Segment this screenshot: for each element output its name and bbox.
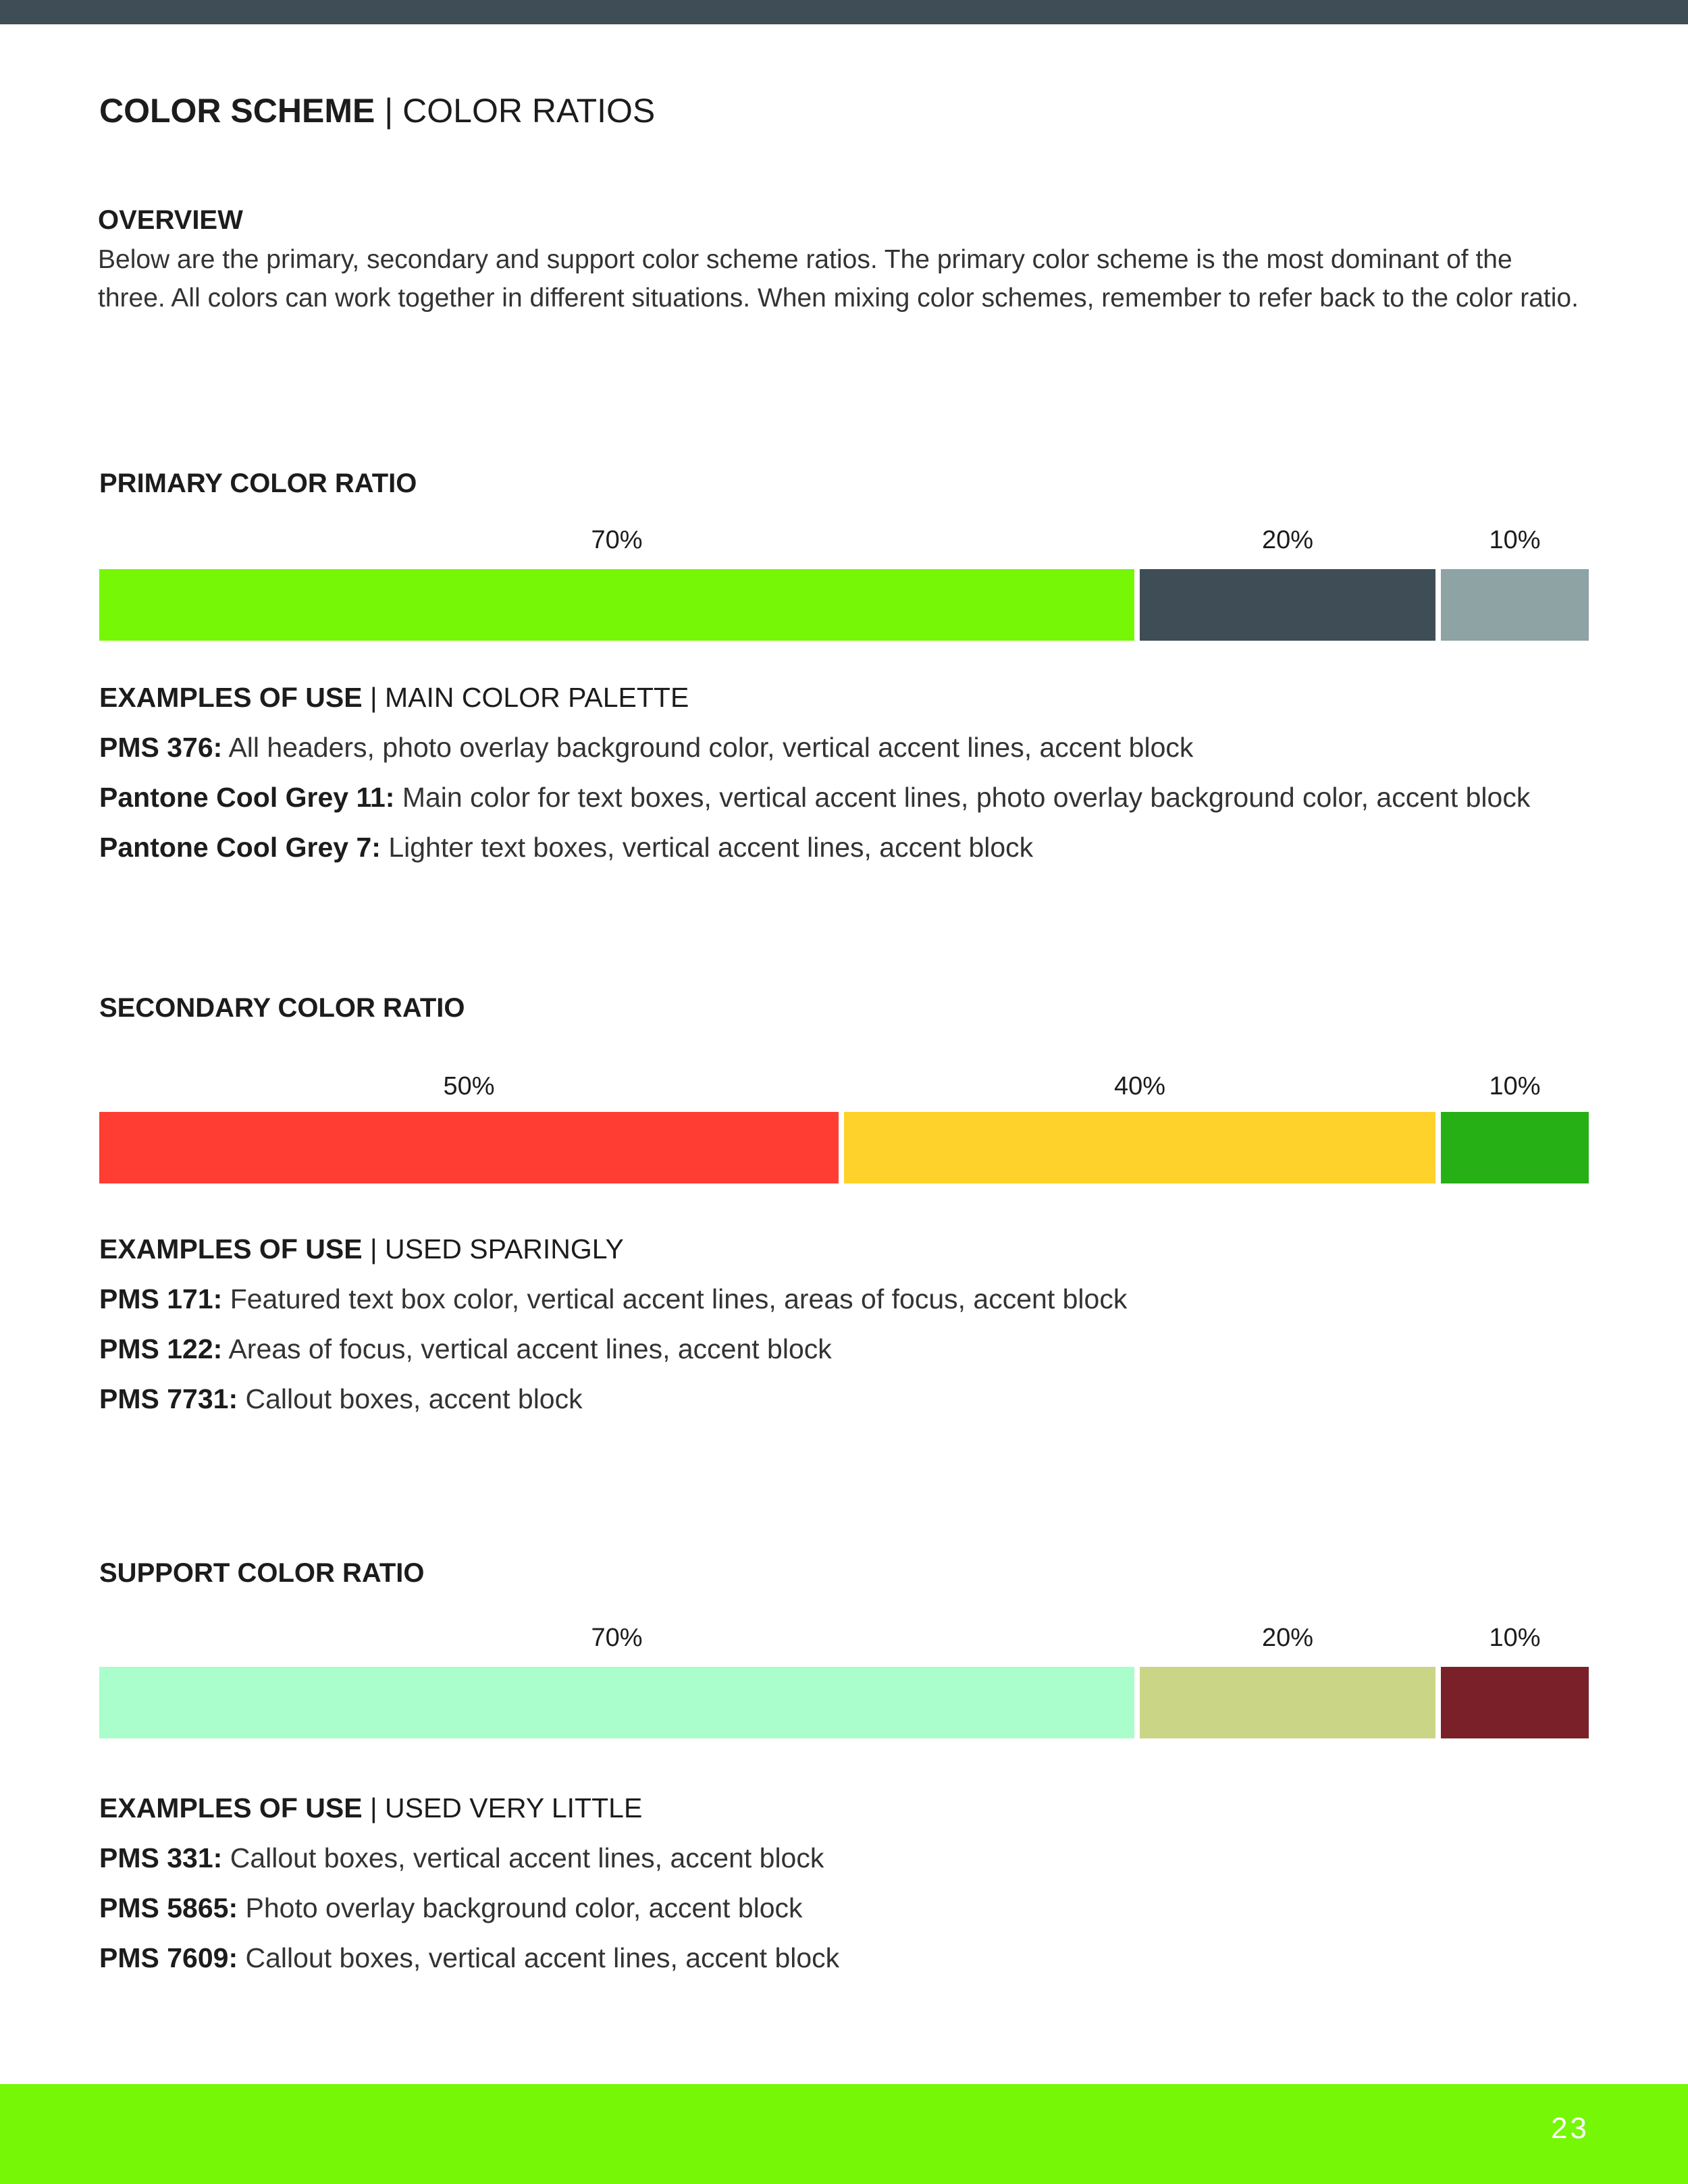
bottom-accent-bar — [0, 2084, 1688, 2184]
examples-heading-bold: EXAMPLES OF USE — [99, 1792, 363, 1823]
secondary-example-row — [99, 1374, 1127, 1424]
support-example-row — [99, 1833, 839, 1883]
primary-percent-main: 70% — [591, 526, 643, 554]
example-color-name: Pantone Cool Grey 11: — [99, 782, 395, 813]
example-color-name: PMS 171: — [99, 1283, 223, 1314]
support-ratio-title: SUPPORT COLOR RATIO — [99, 1558, 425, 1588]
primary-ratio-title: PRIMARY COLOR RATIO — [99, 469, 417, 498]
example-color-use: Lighter text boxes, vertical accent lines, accent block — [380, 832, 1034, 863]
primary-segment-secondary — [1140, 569, 1435, 641]
page-title — [99, 89, 655, 132]
examples-heading-bold: EXAMPLES OF USE — [99, 1233, 363, 1264]
example-color-name: PMS 376: — [99, 732, 223, 763]
example-color-use: Main color for text boxes, vertical accent lines, photo overlay background color, accent block — [394, 782, 1531, 813]
top-accent-bar — [0, 0, 1688, 24]
secondary-ratio-title: SECONDARY COLOR RATIO — [99, 993, 465, 1023]
secondary-segment-main — [99, 1112, 839, 1183]
example-color-use: Photo overlay background color, accent block — [238, 1892, 803, 1923]
secondary-percent-minor: 10% — [1489, 1072, 1541, 1100]
support-percent-main: 70% — [591, 1624, 643, 1652]
secondary-examples-heading — [99, 1224, 1127, 1274]
example-color-name: PMS 7731: — [99, 1383, 238, 1414]
example-color-use: Callout boxes, vertical accent lines, accent block — [238, 1942, 840, 1973]
example-color-name: PMS 5865: — [99, 1892, 238, 1923]
examples-heading-separator: | — [362, 682, 385, 713]
primary-segment-main — [99, 569, 1134, 641]
primary-percent-minor: 10% — [1489, 526, 1541, 554]
secondary-examples — [99, 1224, 1127, 1424]
support-percent-secondary: 20% — [1261, 1624, 1314, 1652]
page-title-light: COLOR RATIOS — [402, 92, 656, 130]
overview-title: OVERVIEW — [98, 205, 243, 235]
examples-heading-separator: | — [362, 1233, 385, 1264]
secondary-percent-secondary: 40% — [1113, 1072, 1166, 1100]
overview-body: Below are the primary, secondary and support color scheme ratios. The primary color scheme is the most dominant of the three. All colors can work together in different situations. When mixing color schemes, remember to refer back to the color ratio. — [98, 245, 1579, 313]
secondary-segment-minor — [1441, 1112, 1589, 1183]
support-percent-minor: 10% — [1489, 1624, 1541, 1652]
page-title-bold: COLOR SCHEME — [99, 92, 375, 130]
secondary-segment-secondary — [844, 1112, 1435, 1183]
page-number: 23 — [1551, 2112, 1589, 2145]
support-examples-heading — [99, 1783, 839, 1833]
example-color-use: Callout boxes, vertical accent lines, accent block — [222, 1842, 824, 1873]
example-color-use: Callout boxes, accent block — [238, 1383, 583, 1414]
primary-segment-minor — [1441, 569, 1589, 641]
support-examples — [99, 1783, 839, 1983]
example-color-use: Featured text box color, vertical accent lines, areas of focus, accent block — [222, 1283, 1128, 1314]
examples-heading-light: USED VERY LITTLE — [385, 1792, 643, 1823]
primary-percent-secondary: 20% — [1261, 526, 1314, 554]
support-segment-main — [99, 1667, 1134, 1738]
support-example-row — [99, 1883, 839, 1933]
support-segment-minor — [1441, 1667, 1589, 1738]
support-example-row — [99, 1933, 839, 1983]
primary-examples — [99, 672, 1530, 872]
examples-heading-light: MAIN COLOR PALETTE — [385, 682, 689, 713]
example-color-name: Pantone Cool Grey 7: — [99, 832, 381, 863]
primary-examples-heading — [99, 672, 1530, 722]
examples-heading-bold: EXAMPLES OF USE — [99, 682, 363, 713]
secondary-percent-main: 50% — [443, 1072, 495, 1100]
example-color-name: PMS 331: — [99, 1842, 223, 1873]
examples-heading-light: USED SPARINGLY — [385, 1233, 624, 1264]
example-color-use: All headers, photo overlay background color, vertical accent lines, accent block — [222, 732, 1194, 763]
secondary-example-row — [99, 1324, 1127, 1374]
example-color-name: PMS 122: — [99, 1333, 223, 1364]
example-color-use: Areas of focus, vertical accent lines, accent block — [222, 1333, 832, 1364]
primary-example-row — [99, 722, 1530, 772]
example-color-name: PMS 7609: — [99, 1942, 238, 1973]
examples-heading-separator: | — [362, 1792, 385, 1823]
page-title-separator: | — [375, 92, 403, 130]
support-ratio-bar — [99, 1624, 1589, 1738]
primary-example-row — [99, 772, 1530, 822]
secondary-example-row — [99, 1274, 1127, 1324]
secondary-ratio-bar — [99, 1072, 1589, 1183]
support-segment-secondary — [1140, 1667, 1435, 1738]
primary-example-row — [99, 822, 1530, 872]
primary-ratio-bar — [99, 526, 1589, 641]
